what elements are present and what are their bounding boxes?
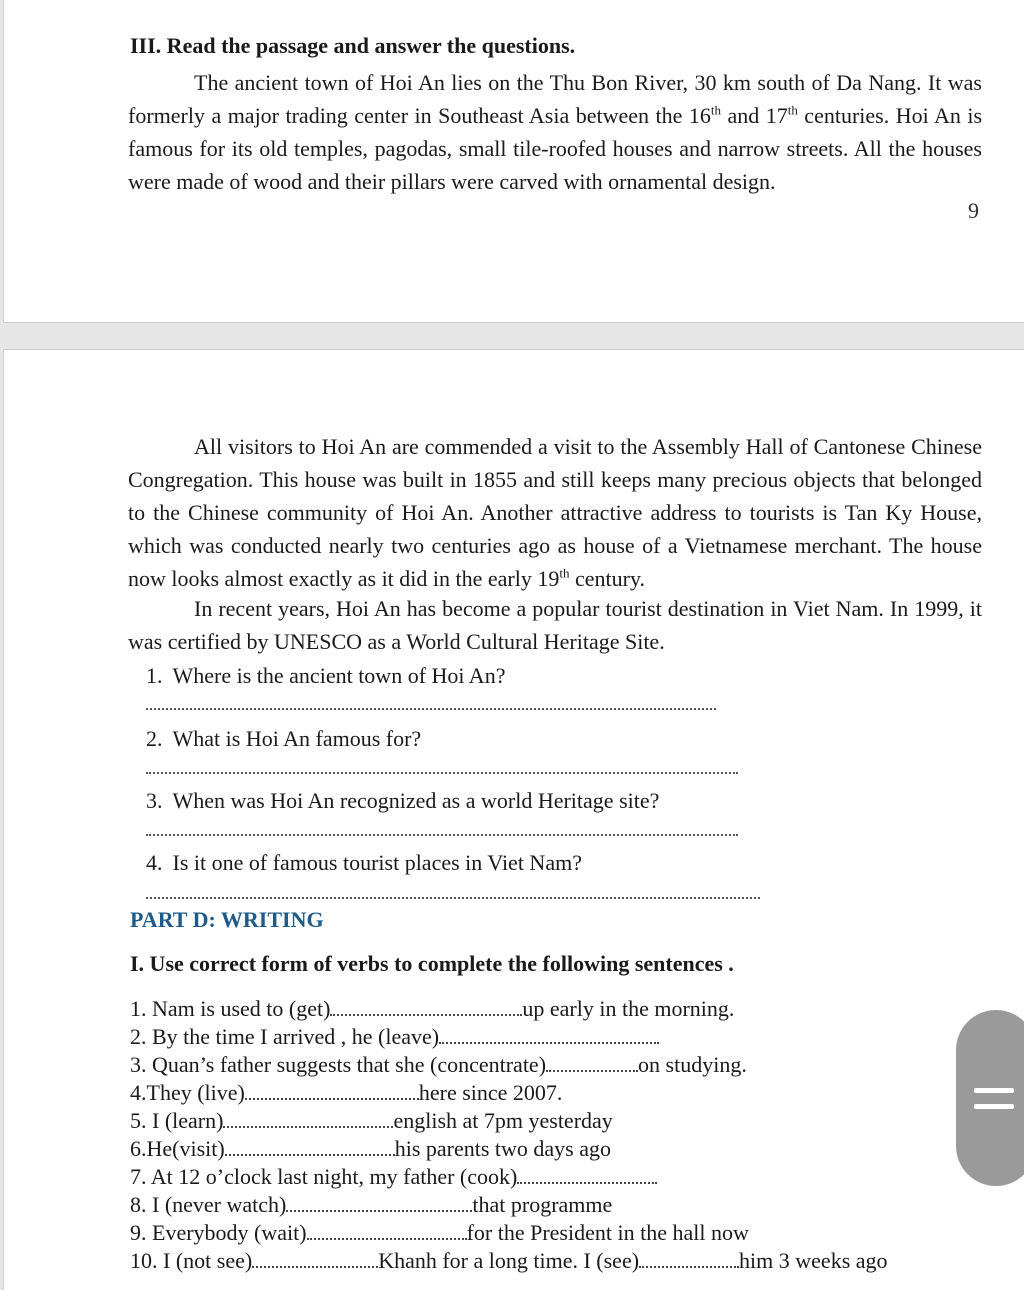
sentence-text-tail: here since 2007. — [418, 1080, 563, 1105]
sentence-text: 5. I (learn) — [130, 1108, 224, 1133]
question-text: What is Hoi An famous for? — [172, 726, 422, 751]
blank-10a[interactable] — [252, 1248, 378, 1268]
scroll-handle[interactable] — [956, 1010, 1024, 1186]
sentence-10 — [130, 1244, 888, 1277]
question-text: When was Hoi An recognized as a world Heritage site? — [172, 788, 660, 813]
sentence-text-tail: his parents two days ago — [394, 1136, 611, 1161]
sentence-text: 6.He(visit) — [130, 1136, 225, 1161]
question-4 — [146, 846, 582, 879]
blank-2[interactable] — [439, 1024, 659, 1044]
p1-text-a: The ancient town of Hoi An lies on the Thu Bon River, 30 km south of Da Nang. It was formerly a major trading center in Southeast Asia between the 16 — [128, 70, 982, 128]
answer-line-1[interactable] — [146, 708, 716, 710]
sentence-text-tail: for the President in the hall now — [466, 1220, 749, 1245]
blank-4[interactable] — [245, 1080, 419, 1100]
blank-6[interactable] — [225, 1136, 395, 1156]
p2-text-b: century. — [569, 566, 646, 591]
question-text: Where is the ancient town of Hoi An? — [172, 663, 506, 688]
passage-paragraph-1 — [128, 66, 982, 198]
p1-text-b: and 17 — [720, 103, 788, 128]
question-2 — [146, 722, 421, 755]
blank-8[interactable] — [286, 1192, 472, 1212]
blank-9[interactable] — [307, 1220, 467, 1240]
question-3 — [146, 784, 659, 817]
sentence-text-mid: Khanh for a long time. I (see) — [378, 1248, 640, 1273]
sentence-text-tail: english at 7pm yesterday — [393, 1108, 613, 1133]
sentence-text-tail: him 3 weeks ago — [739, 1248, 888, 1273]
blank-7[interactable] — [517, 1164, 657, 1184]
section-heading-reading: III. Read the passage and answer the questions. — [130, 33, 576, 58]
p1-sup-1: th — [710, 102, 721, 118]
handle-grip-line-bottom — [974, 1104, 1014, 1109]
sentence-text-tail: on studying. — [638, 1052, 747, 1077]
exercise-heading: I. Use correct form of verbs to complete the following sentences . — [130, 951, 734, 976]
p1-text-c: centuries. Hoi An is famous for its old temples, pagodas, small tile-roofed houses and narrow streets. All the houses were made of wood and their pillars were carved with ornamental design. — [128, 103, 982, 194]
sentence-text: 3. Quan’s father suggests that she (concentrate) — [130, 1052, 547, 1077]
blank-1[interactable] — [330, 996, 522, 1016]
p2-text-a: All visitors to Hoi An are commended a visit to the Assembly Hall of Cantonese Chinese Congregation. This house was built in 1855 and still keeps many precious objects that belonged to the Chinese community of Hoi An. Another attractive address to tourists is Tan Ky House, which was conducted nearly two centuries ago as house of a Vietnamese merchant. The house now looks almost exactly as it did in the early 19 — [128, 434, 982, 591]
page-number: 9 — [968, 198, 979, 223]
question-number: 1. — [146, 663, 163, 688]
answer-line-3[interactable] — [146, 834, 738, 836]
question-number: 4. — [146, 850, 163, 875]
question-1 — [146, 659, 505, 692]
answer-line-4[interactable] — [146, 897, 760, 899]
blank-5[interactable] — [223, 1108, 393, 1128]
sentence-text: 4.They (live) — [130, 1080, 245, 1105]
question-number: 3. — [146, 788, 163, 813]
passage-paragraph-3: In recent years, Hoi An has become a popular tourist destination in Viet Nam. In 1999, it was certified by UNESCO as a World Cultural Heritage Site. — [128, 596, 982, 654]
sentence-text: 9. Everybody (wait) — [130, 1220, 307, 1245]
p2-sup: th — [559, 565, 570, 581]
blank-3[interactable] — [546, 1052, 638, 1072]
sentence-text: 2. By the time I arrived , he (leave) — [130, 1024, 440, 1049]
sentence-text: 10. I (not see) — [130, 1248, 253, 1273]
question-text: Is it one of famous tourist places in Viet Nam? — [172, 850, 582, 875]
sentence-text-tail: up early in the morning. — [522, 996, 735, 1021]
sentence-text: 8. I (never watch) — [130, 1192, 287, 1217]
question-number: 2. — [146, 726, 163, 751]
passage-paragraph-2 — [128, 430, 982, 595]
sentence-text: 1. Nam is used to (get) — [130, 996, 331, 1021]
sentence-text: 7. At 12 o’clock last night, my father (cook) — [130, 1164, 518, 1189]
handle-grip-line-top — [974, 1088, 1014, 1093]
blank-10b[interactable] — [639, 1248, 739, 1268]
p1-sup-2: th — [787, 102, 798, 118]
answer-line-2[interactable] — [146, 772, 738, 774]
part-d-heading: PART D: WRITING — [130, 907, 324, 932]
sentence-text-tail: that programme — [472, 1192, 613, 1217]
